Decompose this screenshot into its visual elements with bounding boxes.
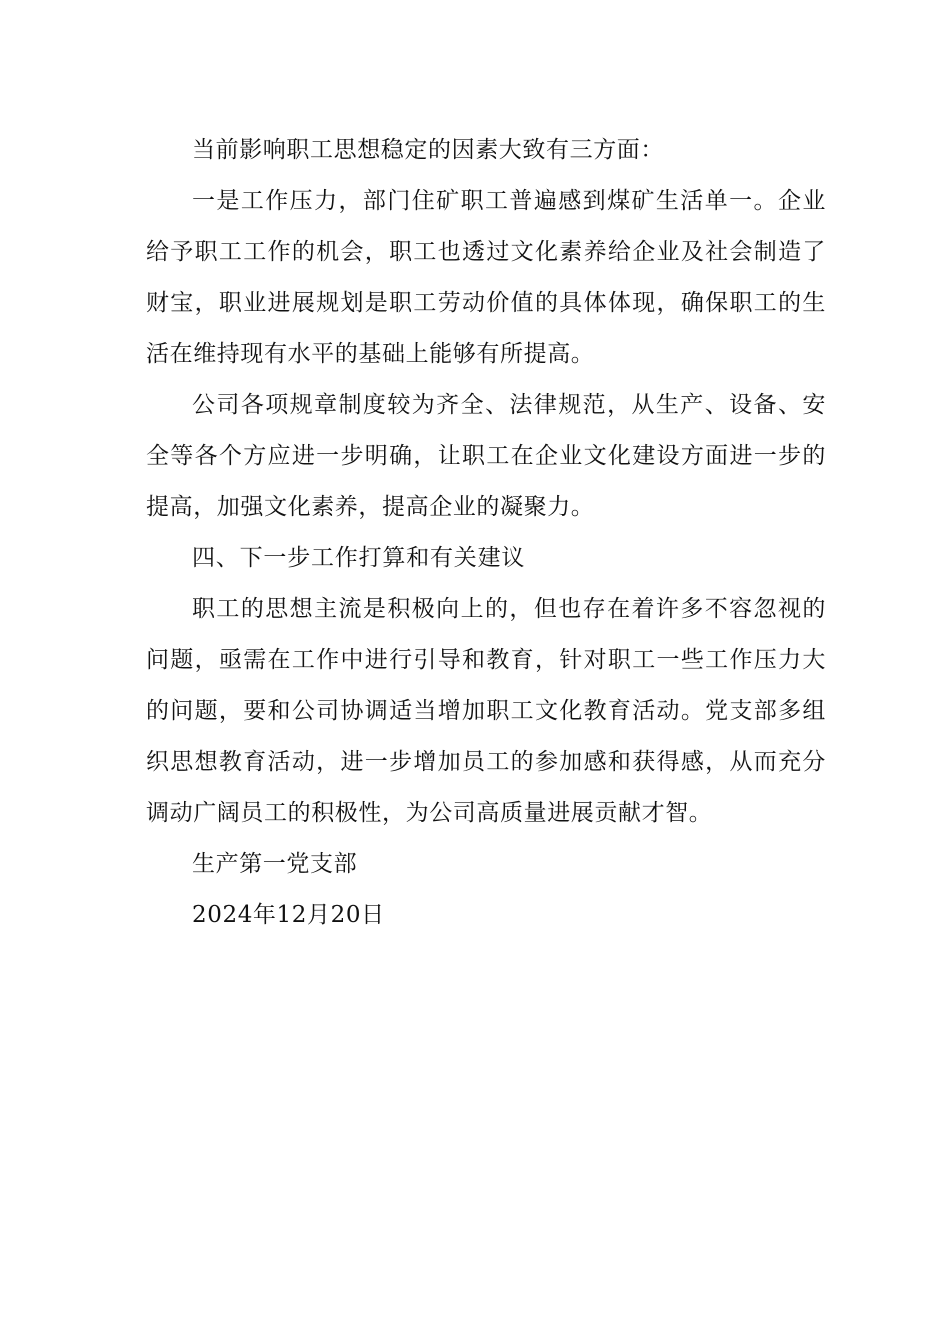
signature-date: 2024年12月20日	[192, 902, 385, 928]
section-heading-next-steps: 四、下一步工作打算和有关建议	[192, 545, 526, 571]
signature-organization: 生产第一党支部	[192, 851, 358, 877]
paragraph-work-pressure: 一是工作压力，部门住矿职工普遍感到煤矿生活单一。企业给予职工工作的机会，职工也透过文化素养给企业及社会制造了财宝，职业进展规划是职工劳动价值的具体体现，确保职工的生活在维持现有水平的基础上能够有所提高。	[146, 188, 826, 367]
document-body	[146, 125, 826, 941]
paragraph-intro: 当前影响职工思想稳定的因素大致有三方面：	[192, 137, 664, 163]
paragraph-suggestions: 职工的思想主流是积极向上的，但也存在着许多不容忽视的问题，亟需在工作中进行引导和教育，针对职工一些工作压力大的问题，要和公司协调适当增加职工文化教育活动。党支部多组织思想教育活动，进一步增加员工的参加感和获得感，从而充分调动广阔员工的积极性，为公司高质量进展贡献才智。	[146, 596, 826, 826]
paragraph-regulations: 公司各项规章制度较为齐全、法律规范，从生产、设备、安全等各个方应进一步明确，让职工在企业文化建设方面进一步的提高，加强文化素养，提高企业的凝聚力。	[146, 392, 826, 520]
